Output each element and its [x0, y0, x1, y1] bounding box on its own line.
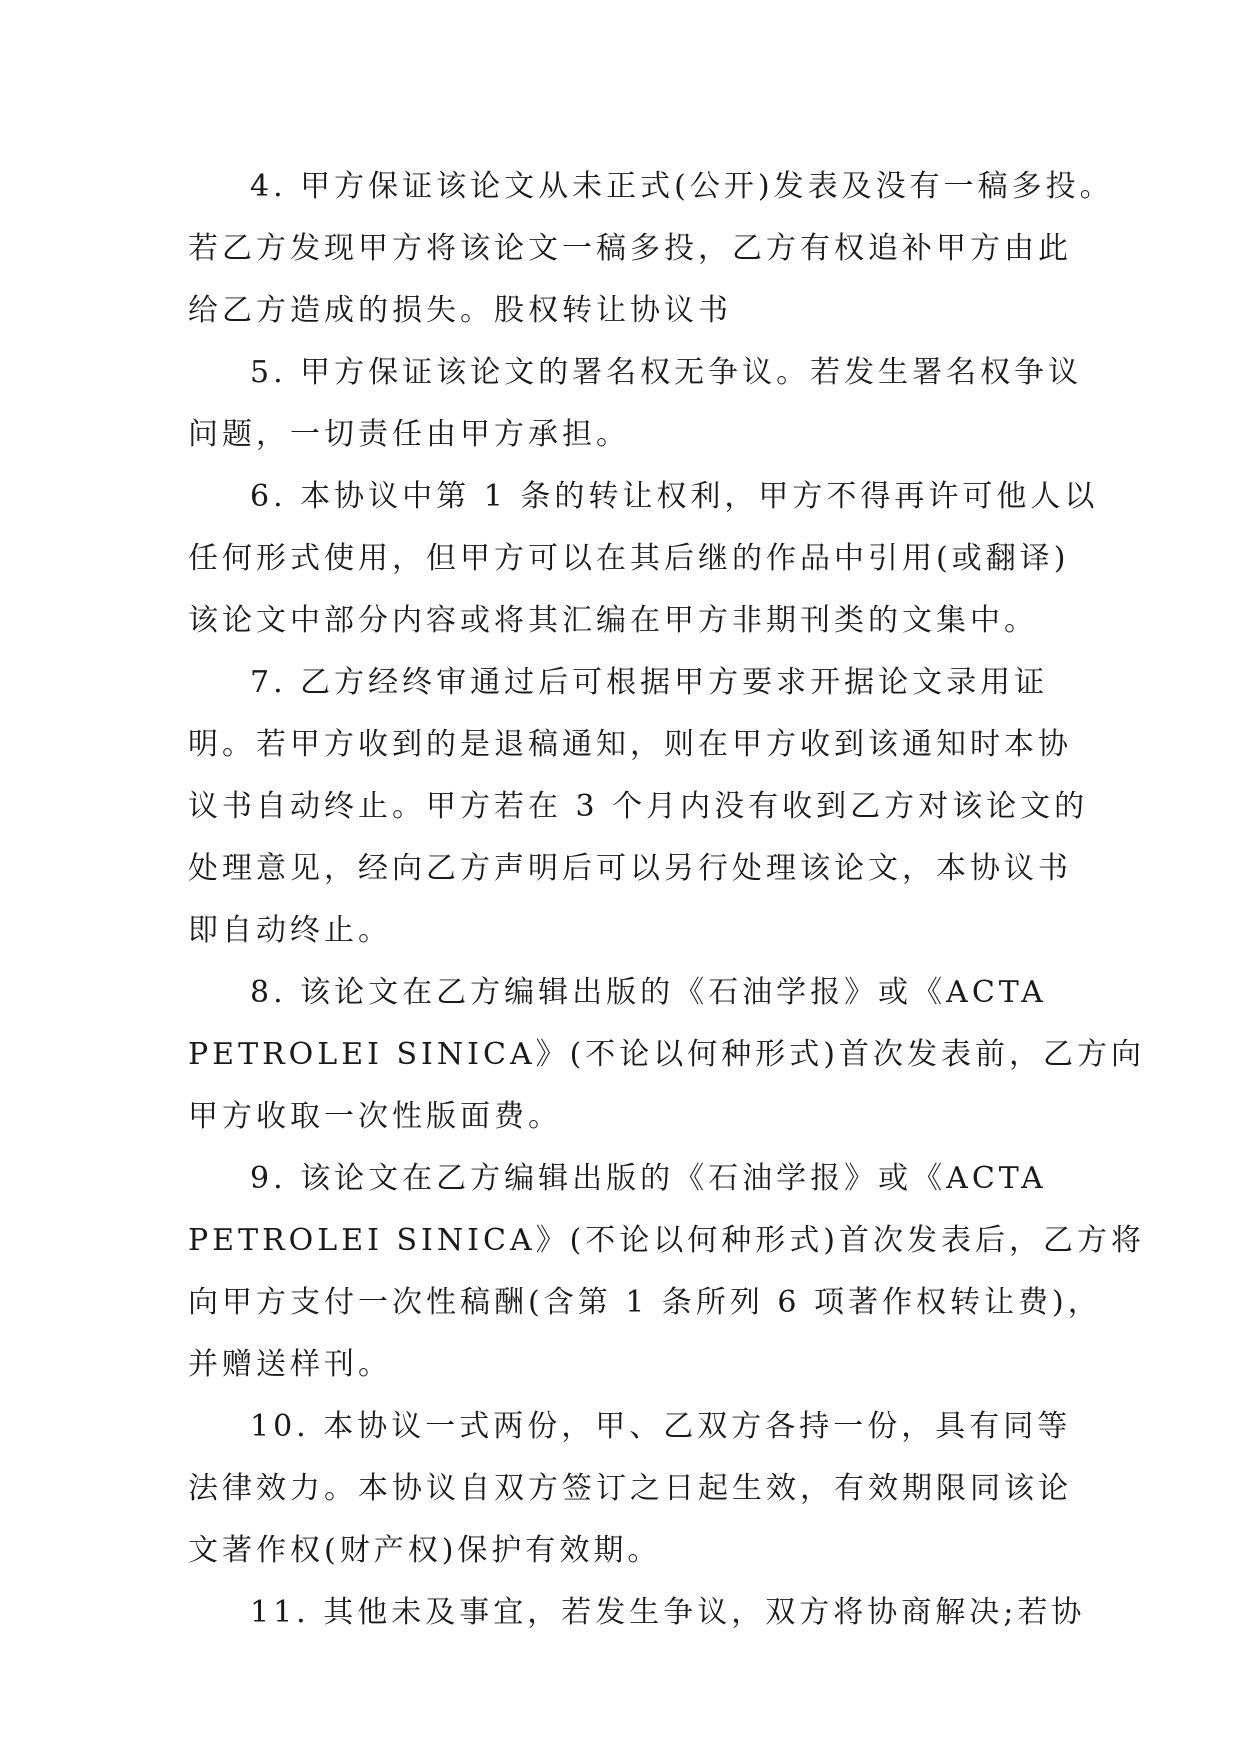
- clause-11-paragraph: [188, 1582, 1088, 1644]
- paragraph-line: 即自动终止。: [188, 913, 392, 948]
- clause-10-paragraph: [188, 1396, 1088, 1582]
- paragraph-line: 4. 甲方保证该论文从未正式(公开)发表及没有一稿多投。: [250, 169, 1114, 204]
- paragraph-line: 10. 本协议一式两份，甲、乙双方各持一份，具有同等: [250, 1409, 1072, 1444]
- paragraph-line: 7. 乙方经终审通过后可根据甲方要求开据论文录用证: [250, 665, 1049, 700]
- paragraph-line: 给乙方造成的损失。股权转让协议书: [188, 293, 732, 328]
- paragraph-line: 法律效力。本协议自双方签订之日起生效，有效期限同该论: [188, 1471, 1072, 1506]
- clause-5-paragraph: [188, 342, 1088, 466]
- paragraph-line: 若乙方发现甲方将该论文一稿多投，乙方有权追补甲方由此: [188, 231, 1072, 266]
- paragraph-line: 并赠送样刊。: [188, 1347, 392, 1382]
- clause-6-paragraph: [188, 466, 1099, 652]
- clause-9-paragraph: [188, 1148, 1146, 1396]
- paragraph-line: 处理意见，经向乙方声明后可以另行处理该论文，本协议书: [188, 851, 1072, 886]
- clause-4-paragraph: [188, 156, 1114, 342]
- clause-8-paragraph: [188, 962, 1146, 1148]
- paragraph-line: 9. 该论文在乙方编辑出版的《石油学报》或《ACTA: [250, 1161, 1047, 1196]
- paragraph-line: 该论文中部分内容或将其汇编在甲方非期刊类的文集中。: [188, 603, 1038, 638]
- paragraph-line: 5. 甲方保证该论文的署名权无争议。若发生署名权争议: [250, 355, 1083, 390]
- paragraph-line: PETROLEI SINICA》(不论以何种形式)首次发表后，乙方将: [188, 1223, 1146, 1258]
- paragraph-line: 向甲方支付一次性稿酬(含第 1 条所列 6 项著作权转让费)，: [188, 1285, 1102, 1320]
- paragraph-line: 文著作权(财产权)保护有效期。: [188, 1533, 662, 1568]
- paragraph-line: 11. 其他未及事宜，若发生争议，双方将协商解决;若协: [250, 1595, 1086, 1630]
- paragraph-line: 明。若甲方收到的是退稿通知，则在甲方收到该通知时本协: [188, 727, 1072, 762]
- agreement-text: [188, 156, 1146, 1644]
- clause-7-paragraph: [188, 652, 1088, 962]
- paragraph-line: 8. 该论文在乙方编辑出版的《石油学报》或《ACTA: [250, 975, 1047, 1010]
- paragraph-line: 6. 本协议中第 1 条的转让权利，甲方不得再许可他人以: [250, 479, 1099, 514]
- paragraph-line: 甲方收取一次性版面费。: [188, 1099, 562, 1134]
- paragraph-line: 任何形式使用，但甲方可以在其后继的作品中引用(或翻译): [188, 541, 1070, 576]
- paragraph-line: 问题，一切责任由甲方承担。: [188, 417, 630, 452]
- paragraph-line: PETROLEI SINICA》(不论以何种形式)首次发表前，乙方向: [188, 1037, 1146, 1072]
- paragraph-line: 议书自动终止。甲方若在 3 个月内没有收到乙方对该论文的: [188, 789, 1089, 824]
